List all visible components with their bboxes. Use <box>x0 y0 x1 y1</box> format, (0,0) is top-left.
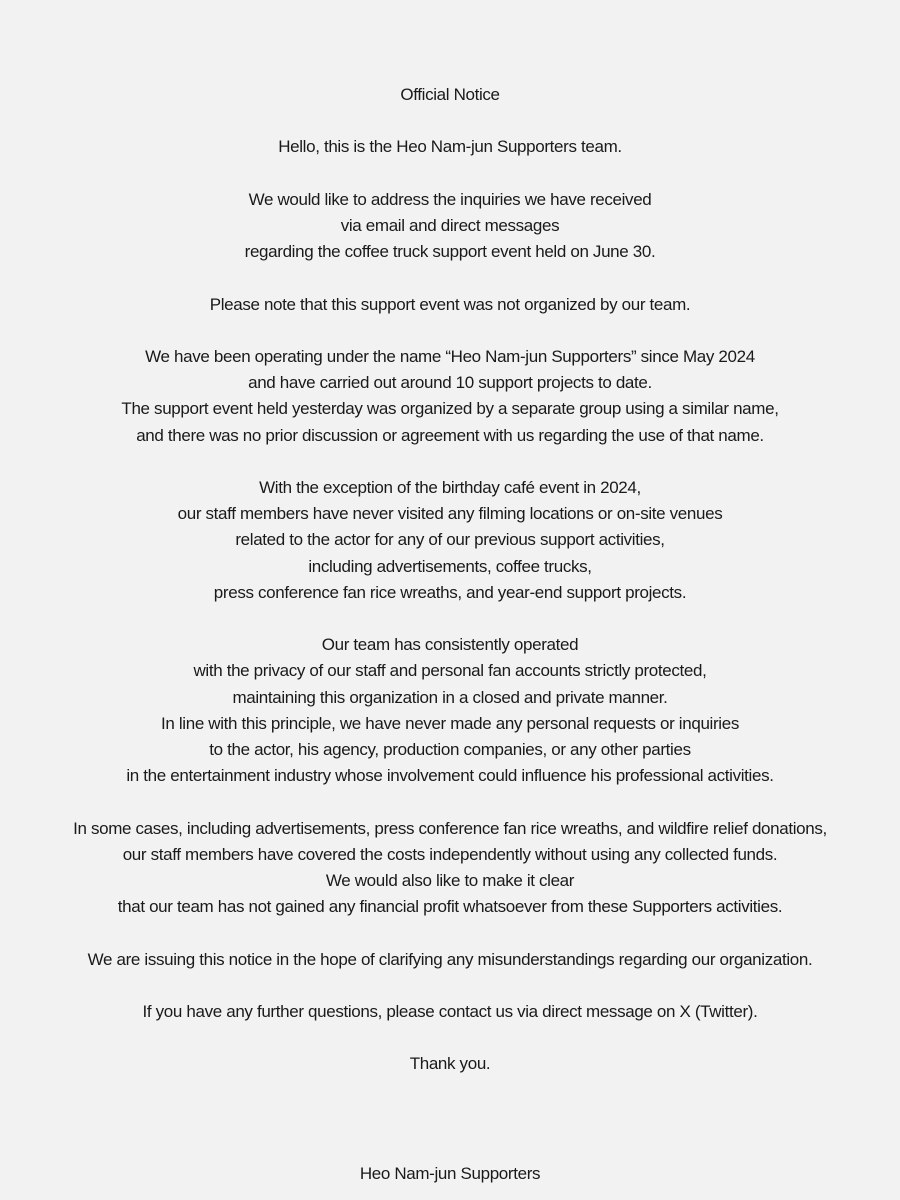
notice-line: and have carried out around 10 support projects to date. <box>248 373 652 393</box>
notice-paragraph <box>0 1051 900 1077</box>
notice-line: via email and direct messages <box>340 215 560 235</box>
notice-line: that our team has not gained any financial profit whatsoever from these Supporters activities. <box>117 897 783 917</box>
notice-line: With the exception of the birthday café event in 2024, <box>259 477 641 497</box>
notice-line: We would also like to make it clear <box>325 870 575 890</box>
notice-line: Please note that this support event was not organized by our team. <box>209 294 691 314</box>
notice-line: with the privacy of our staff and personal fan accounts strictly protected, <box>193 661 707 681</box>
notice-paragraph <box>0 816 900 921</box>
notice-paragraph <box>0 292 900 318</box>
notice-line: We would like to address the inquiries we have received <box>248 189 652 209</box>
notice-paragraph <box>0 344 900 449</box>
notice-line: In line with this principle, we have never made any personal requests or inquiries <box>161 713 739 733</box>
notice-line: We are issuing this notice in the hope of clarifying any misunderstandings regarding our organization. <box>87 949 813 969</box>
notice-line: The support event held yesterday was organized by a separate group using a similar name, <box>121 399 779 419</box>
notice-line: and there was no prior discussion or agreement with us regarding the use of that name. <box>136 425 764 445</box>
notice-line: regarding the coffee truck support event held on June 30. <box>244 242 656 262</box>
signature: Heo Nam-jun Supporters <box>359 1164 541 1183</box>
notice-line: to the actor, his agency, production companies, or any other parties <box>209 739 691 759</box>
notice-line: Thank you. <box>409 1054 491 1074</box>
notice-paragraph <box>0 134 900 160</box>
notice-paragraph <box>0 632 900 789</box>
notice-line: We have been operating under the name “Heo Nam-jun Supporters” since May 2024 <box>145 346 755 366</box>
notice-line: maintaining this organization in a closed and private manner. <box>232 687 668 707</box>
notice-line: Our team has consistently operated <box>321 635 579 655</box>
notice-line: press conference fan rice wreaths, and year-end support projects. <box>213 582 687 602</box>
notice-line: in the entertainment industry whose involvement could influence his professional activities. <box>126 766 774 786</box>
notice-title-paragraph <box>0 82 900 108</box>
notice-line: including advertisements, coffee trucks, <box>308 556 592 576</box>
notice-paragraphs <box>0 134 900 1077</box>
notice-title: Official Notice <box>400 85 500 104</box>
notice-paragraph <box>0 947 900 973</box>
notice-body <box>0 82 900 1104</box>
notice-paragraph <box>0 187 900 266</box>
notice-line: Hello, this is the Heo Nam-jun Supporters team. <box>278 137 622 157</box>
notice-line: In some cases, including advertisements, press conference fan rice wreaths, and wildfire relief donations, <box>73 818 827 838</box>
notice-paragraph <box>0 475 900 606</box>
notice-line: If you have any further questions, please contact us via direct message on X (Twitter). <box>142 1001 758 1021</box>
notice-line: our staff members have covered the costs independently without using any collected funds. <box>122 844 778 864</box>
notice-line: related to the actor for any of our previous support activities, <box>235 530 665 550</box>
notice-line: our staff members have never visited any filming locations or on-site venues <box>177 504 723 524</box>
notice-paragraph <box>0 999 900 1025</box>
